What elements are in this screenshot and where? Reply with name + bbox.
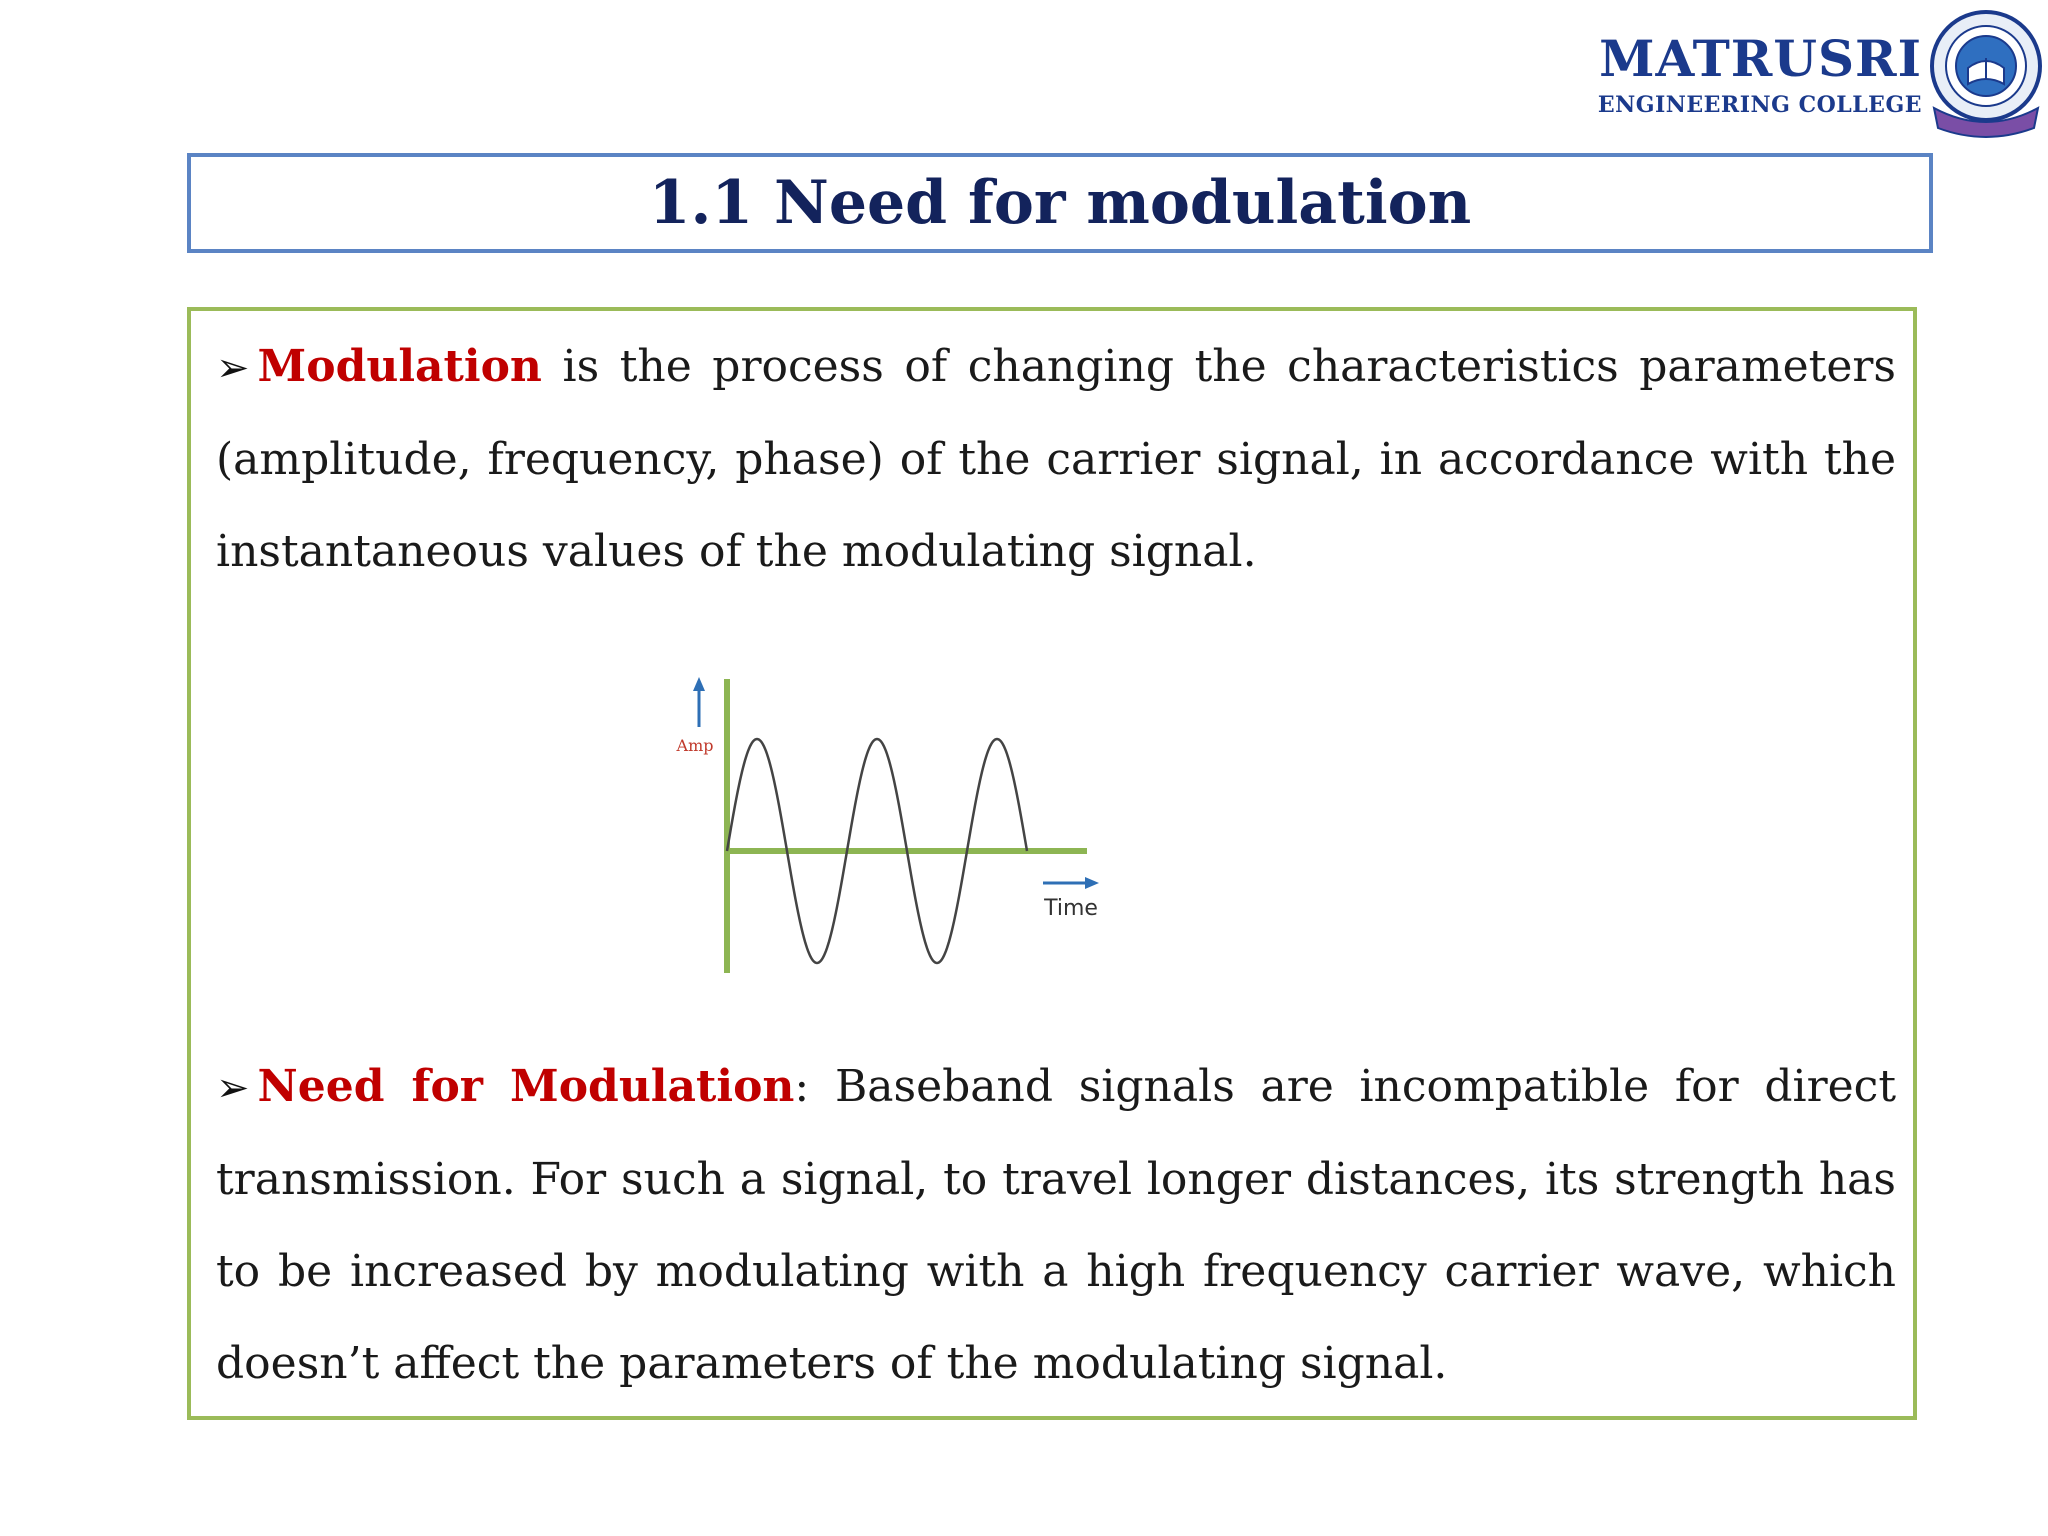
amp-arrow-head — [693, 677, 705, 691]
keyword-modulation: Modulation — [257, 341, 542, 392]
college-logo-text — [1582, 30, 1922, 120]
bullet-modulation — [216, 321, 1896, 598]
title-box — [187, 153, 1933, 253]
bullet-modulation-text: is the process of changing the characteristics parameters (amplitude, frequency, phase) of the carrier signal, in accordance with the instantaneous values of the modulating signal. — [216, 341, 1896, 577]
college-emblem-icon — [1924, 4, 2046, 144]
bullet-need-for-modulation — [216, 1041, 1896, 1410]
keyword-separator: : — [794, 1061, 810, 1112]
x-axis-label: Time — [1044, 896, 1098, 921]
slide-title: 1.1 Need for modulation — [648, 168, 1472, 238]
carrier-wave-figure — [661, 661, 1161, 981]
content-box — [187, 307, 1917, 1420]
time-arrow-head — [1085, 877, 1099, 889]
logo-name: MATRUSRI — [1599, 29, 1922, 88]
bullet-arrow-icon: ➢ — [216, 345, 250, 391]
keyword-need-for-modulation: Need for Modulation — [257, 1061, 795, 1112]
logo-subtitle: ENGINEERING COLLEGE — [1597, 92, 1922, 118]
bullet-arrow-icon: ➢ — [216, 1065, 250, 1111]
bullet-need-text: Baseband signals are incompatible for direct transmission. For such a signal, to travel longer distances, its strength has to be increased by modulating with a high frequency carrier wave, which doesn’t affect the parameters of the modulating signal. — [216, 1061, 1896, 1389]
y-axis-label: Amp — [676, 736, 714, 755]
